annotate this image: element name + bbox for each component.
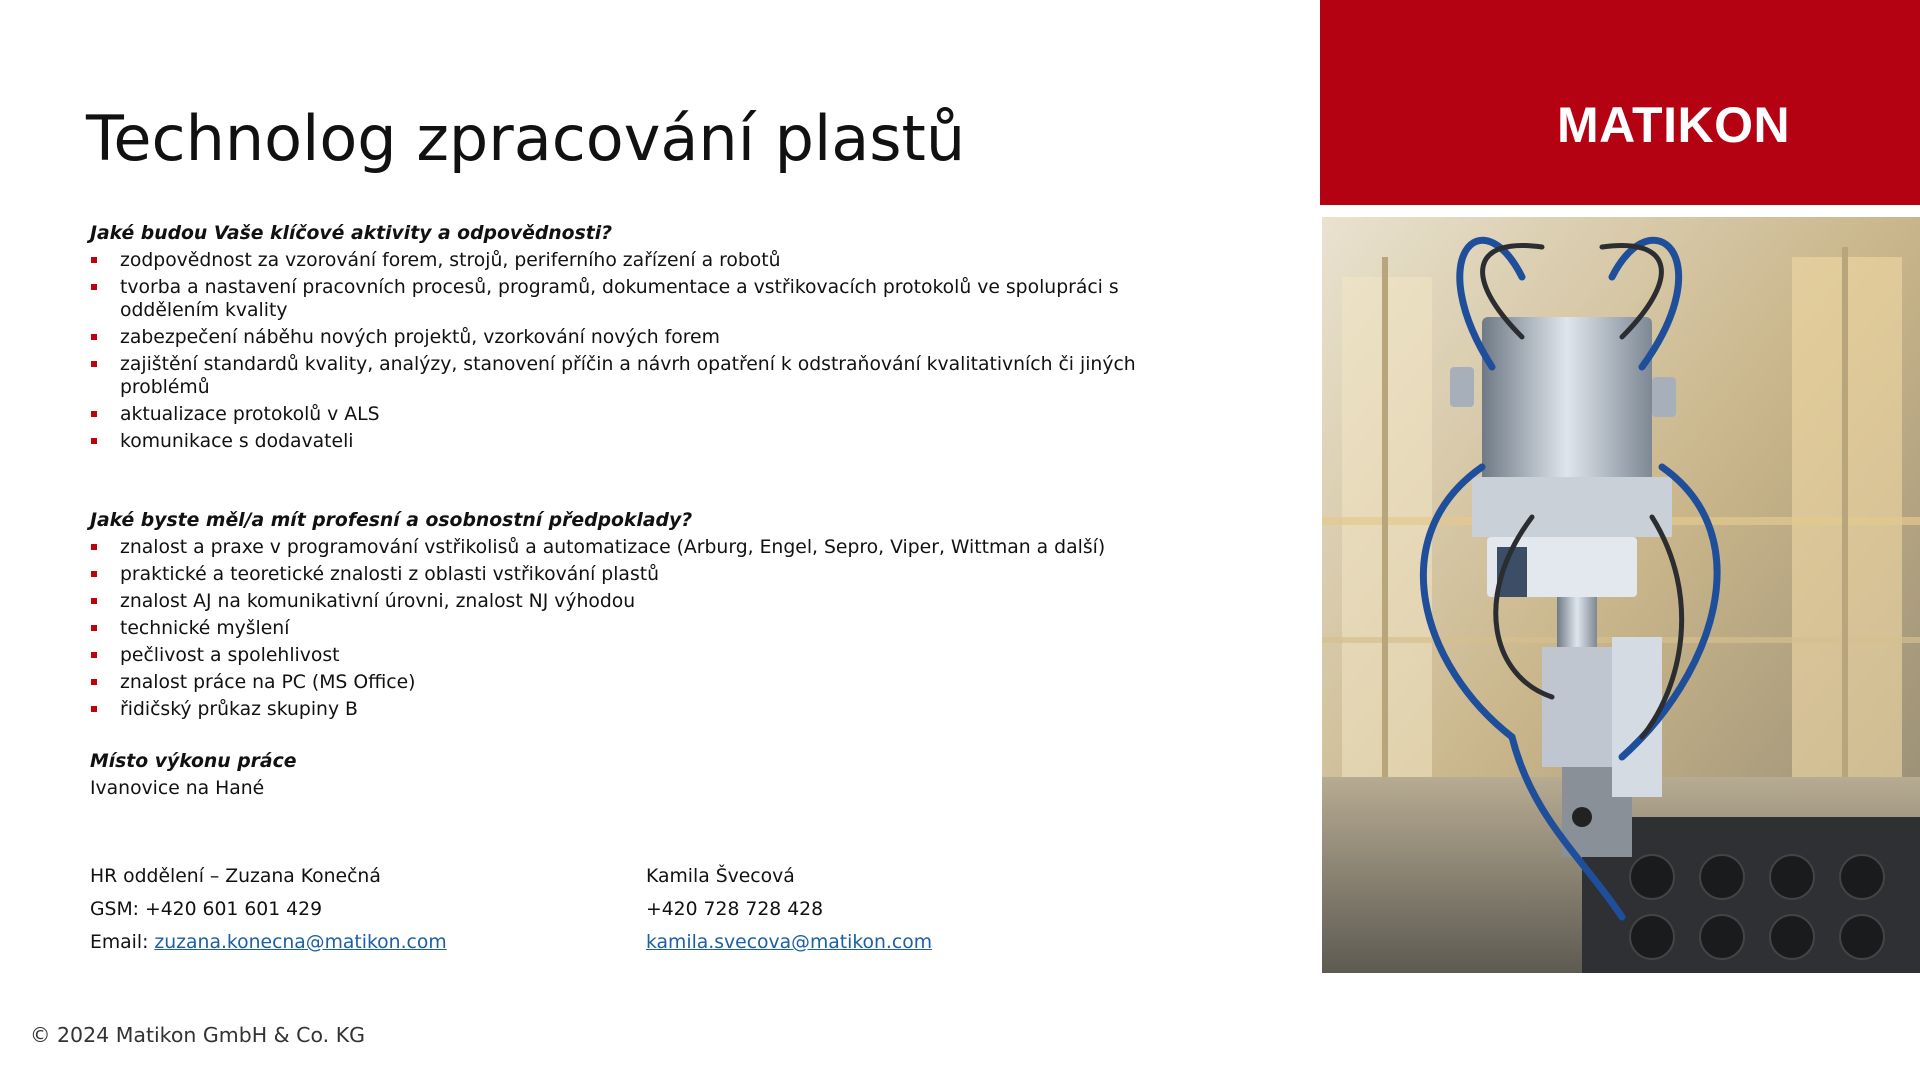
bullet-square-icon bbox=[91, 361, 97, 367]
list-item: technické myšlení bbox=[90, 617, 1150, 640]
requirements-heading: Jaké byste měl/a mít profesní a osobnostní předpoklady? bbox=[90, 510, 693, 531]
bullet-square-icon bbox=[91, 411, 97, 417]
bullet-square-icon bbox=[91, 679, 97, 685]
list-item: tvorba a nastavení pracovních procesů, programů, dokumentace a vstřikovacích protokolů ve spolupráci s oddělením kvality bbox=[90, 276, 1150, 322]
contact-email-row bbox=[90, 926, 447, 959]
bullet-square-icon bbox=[91, 334, 97, 340]
location-heading: Místo výkonu práce bbox=[90, 751, 297, 772]
spacer bbox=[90, 457, 1150, 509]
contact-phone: GSM: +420 601 601 429 bbox=[90, 899, 323, 920]
contact-primary bbox=[90, 860, 447, 959]
email-link[interactable]: zuzana.konecna@matikon.com bbox=[154, 932, 447, 953]
list-item: znalost AJ na komunikativní úrovni, znalost NJ výhodou bbox=[90, 590, 1150, 613]
location-value: Ivanovice na Hané bbox=[90, 778, 265, 799]
factory-robot-photo bbox=[1322, 217, 1920, 973]
bullet-square-icon bbox=[91, 284, 97, 290]
responsibilities-list bbox=[90, 249, 1150, 453]
list-item: řidičský průkaz skupiny B bbox=[90, 698, 1150, 721]
job-description bbox=[90, 222, 1150, 800]
email-link[interactable]: kamila.svecova@matikon.com bbox=[646, 932, 933, 953]
bullet-square-icon bbox=[91, 438, 97, 444]
list-item: pečlivost a spolehlivost bbox=[90, 644, 1150, 667]
list-item: zajištění standardů kvality, analýzy, stanovení příčin a návrh opatření k odstraňování kvalitativních či jiných problémů bbox=[90, 353, 1150, 399]
contact-email-row bbox=[646, 926, 932, 959]
bullet-square-icon bbox=[91, 706, 97, 712]
page-title: Technolog zpracování plastů bbox=[86, 102, 966, 175]
list-item: zodpovědnost za vzorování forem, strojů, periferního zařízení a robotů bbox=[90, 249, 1150, 272]
contact-name: Kamila Švecová bbox=[646, 866, 795, 887]
list-item: znalost práce na PC (MS Office) bbox=[90, 671, 1150, 694]
contact-name: HR oddělení – Zuzana Konečná bbox=[90, 866, 381, 887]
bullet-square-icon bbox=[91, 652, 97, 658]
list-item: zabezpečení náběhu nových projektů, vzorkování nových forem bbox=[90, 326, 1150, 349]
list-item: komunikace s dodavateli bbox=[90, 430, 1150, 453]
bullet-square-icon bbox=[91, 571, 97, 577]
responsibilities-heading: Jaké budou Vaše klíčové aktivity a odpovědnosti? bbox=[90, 223, 613, 244]
list-item: znalost a praxe v programování vstřikolisů a automatizace (Arburg, Engel, Sepro, Viper, Wittman a další) bbox=[90, 536, 1150, 559]
contact-phone: +420 728 728 428 bbox=[646, 899, 824, 920]
requirements-list bbox=[90, 536, 1150, 721]
list-item: aktualizace protokolů v ALS bbox=[90, 403, 1150, 426]
list-item: praktické a teoretické znalosti z oblasti vstřikování plastů bbox=[90, 563, 1150, 586]
bullet-square-icon bbox=[91, 257, 97, 263]
contact-secondary bbox=[646, 860, 932, 959]
spacer bbox=[90, 725, 1150, 750]
copyright: © 2024 Matikon GmbH & Co. KG bbox=[30, 1023, 366, 1047]
bullet-square-icon bbox=[91, 598, 97, 604]
bullet-square-icon bbox=[91, 625, 97, 631]
bullet-square-icon bbox=[91, 544, 97, 550]
company-logo: MATIKON bbox=[1557, 97, 1791, 153]
email-label: Email: bbox=[90, 932, 155, 953]
robot-arm-illustration bbox=[1322, 217, 1920, 973]
